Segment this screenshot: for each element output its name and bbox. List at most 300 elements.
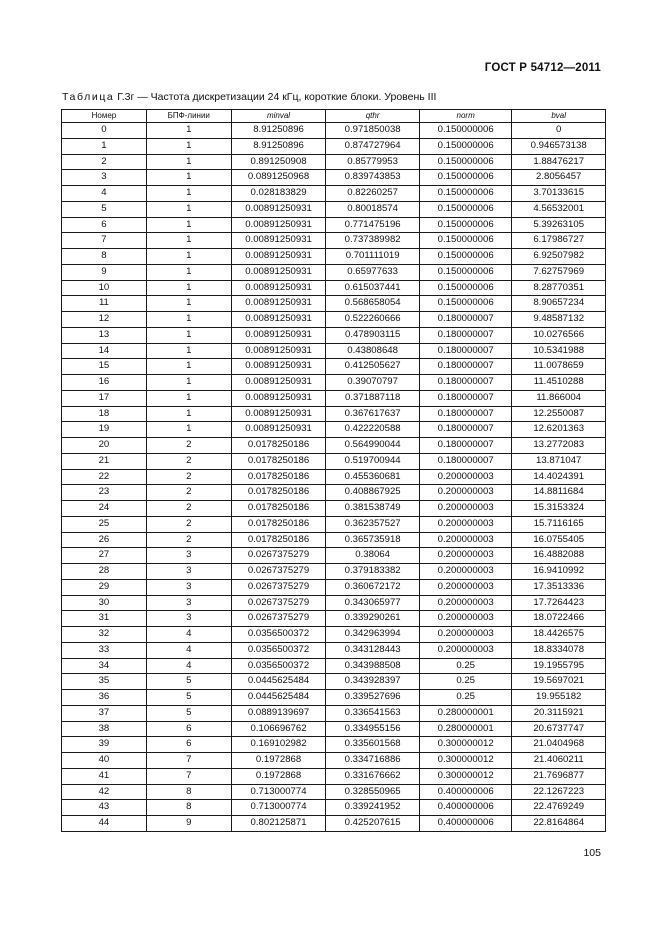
table-row	[62, 123, 606, 139]
cell-number: 19	[62, 422, 147, 438]
cell-norm: 0.150000006	[419, 138, 511, 154]
cell-norm: 0.200000003	[419, 469, 511, 485]
cell-norm: 0.180000007	[419, 375, 511, 391]
cell-norm: 0.180000007	[419, 438, 511, 454]
cell-minval: 0.00891250931	[231, 233, 326, 249]
cell-bval: 19.955182	[512, 690, 606, 706]
cell-qthr: 0.737389982	[326, 233, 420, 249]
cell-qthr: 0.568658054	[326, 296, 420, 312]
cell-norm: 0.200000003	[419, 548, 511, 564]
cell-number: 35	[62, 674, 147, 690]
cell-minval: 0.0178250186	[231, 532, 326, 548]
table-row	[62, 390, 606, 406]
cell-qthr: 0.367617637	[326, 406, 420, 422]
cell-bval: 16.0755405	[512, 532, 606, 548]
cell-number: 23	[62, 485, 147, 501]
cell-fft-lines: 3	[146, 548, 231, 564]
cell-qthr: 0.362357527	[326, 516, 420, 532]
cell-fft-lines: 6	[146, 721, 231, 737]
cell-minval: 0.00891250931	[231, 217, 326, 233]
cell-number: 36	[62, 690, 147, 706]
cell-bval: 5.39263105	[512, 217, 606, 233]
cell-fft-lines: 1	[146, 296, 231, 312]
cell-norm: 0.180000007	[419, 343, 511, 359]
cell-minval: 0.106696762	[231, 721, 326, 737]
column-header-norm: norm	[419, 110, 511, 123]
cell-norm: 0.200000003	[419, 516, 511, 532]
cell-bval: 2.8056457	[512, 170, 606, 186]
table-row	[62, 658, 606, 674]
table-row	[62, 422, 606, 438]
cell-bval: 0	[512, 123, 606, 139]
cell-minval: 0.0178250186	[231, 516, 326, 532]
cell-number: 3	[62, 170, 147, 186]
cell-norm: 0.200000003	[419, 627, 511, 643]
cell-number: 12	[62, 312, 147, 328]
data-table	[61, 109, 606, 832]
cell-qthr: 0.478903115	[326, 327, 420, 343]
cell-fft-lines: 1	[146, 264, 231, 280]
cell-bval: 22.8164864	[512, 816, 606, 832]
cell-qthr: 0.334955156	[326, 721, 420, 737]
cell-qthr: 0.360672172	[326, 579, 420, 595]
cell-number: 16	[62, 375, 147, 391]
cell-number: 4	[62, 186, 147, 202]
cell-norm: 0.25	[419, 674, 511, 690]
cell-fft-lines: 1	[146, 123, 231, 139]
cell-number: 40	[62, 753, 147, 769]
table-row	[62, 312, 606, 328]
cell-number: 11	[62, 296, 147, 312]
table-row	[62, 438, 606, 454]
cell-minval: 0.0267375279	[231, 564, 326, 580]
cell-norm: 0.200000003	[419, 611, 511, 627]
cell-minval: 0.00891250931	[231, 201, 326, 217]
table-row	[62, 453, 606, 469]
cell-number: 44	[62, 816, 147, 832]
cell-norm: 0.400000006	[419, 784, 511, 800]
cell-fft-lines: 5	[146, 690, 231, 706]
cell-fft-lines: 1	[146, 312, 231, 328]
table-caption-label: Таблица	[62, 91, 115, 103]
cell-fft-lines: 2	[146, 501, 231, 517]
cell-fft-lines: 1	[146, 138, 231, 154]
table-row	[62, 186, 606, 202]
cell-bval: 21.4060211	[512, 753, 606, 769]
cell-bval: 16.9410992	[512, 564, 606, 580]
cell-fft-lines: 4	[146, 627, 231, 643]
cell-minval: 0.00891250931	[231, 359, 326, 375]
cell-qthr: 0.343128443	[326, 642, 420, 658]
cell-number: 0	[62, 123, 147, 139]
cell-qthr: 0.339290261	[326, 611, 420, 627]
cell-fft-lines: 1	[146, 186, 231, 202]
table-row	[62, 816, 606, 832]
cell-minval: 0.00891250931	[231, 280, 326, 296]
cell-bval: 15.7116165	[512, 516, 606, 532]
table-row	[62, 690, 606, 706]
cell-number: 34	[62, 658, 147, 674]
cell-bval: 4.56532001	[512, 201, 606, 217]
cell-minval: 0.00891250931	[231, 390, 326, 406]
cell-bval: 6.92507982	[512, 249, 606, 265]
cell-qthr: 0.365735918	[326, 532, 420, 548]
table-row	[62, 280, 606, 296]
cell-qthr: 0.343928397	[326, 674, 420, 690]
cell-qthr: 0.335601568	[326, 737, 420, 753]
table-row	[62, 485, 606, 501]
cell-minval: 8.91250896	[231, 123, 326, 139]
cell-norm: 0.300000012	[419, 753, 511, 769]
cell-qthr: 0.328550965	[326, 784, 420, 800]
table-row	[62, 201, 606, 217]
cell-minval: 0.1972868	[231, 753, 326, 769]
column-header-bval: bval	[512, 110, 606, 123]
cell-norm: 0.180000007	[419, 390, 511, 406]
cell-number: 33	[62, 642, 147, 658]
table-row	[62, 721, 606, 737]
cell-minval: 0.00891250931	[231, 422, 326, 438]
cell-minval: 0.0267375279	[231, 548, 326, 564]
cell-fft-lines: 1	[146, 249, 231, 265]
cell-minval: 0.802125871	[231, 816, 326, 832]
column-header-minval: minval	[231, 110, 326, 123]
cell-number: 6	[62, 217, 147, 233]
cell-norm: 0.200000003	[419, 595, 511, 611]
cell-minval: 0.1972868	[231, 768, 326, 784]
table-row	[62, 532, 606, 548]
cell-minval: 0.0889139697	[231, 705, 326, 721]
cell-number: 29	[62, 579, 147, 595]
cell-norm: 0.200000003	[419, 485, 511, 501]
cell-bval: 12.2550087	[512, 406, 606, 422]
cell-number: 37	[62, 705, 147, 721]
cell-norm: 0.180000007	[419, 406, 511, 422]
cell-qthr: 0.336541563	[326, 705, 420, 721]
cell-bval: 14.8811684	[512, 485, 606, 501]
cell-fft-lines: 1	[146, 217, 231, 233]
cell-minval: 0.0178250186	[231, 438, 326, 454]
cell-qthr: 0.82260257	[326, 186, 420, 202]
table-row	[62, 249, 606, 265]
cell-number: 15	[62, 359, 147, 375]
cell-bval: 22.4769249	[512, 800, 606, 816]
cell-minval: 0.0178250186	[231, 469, 326, 485]
cell-number: 7	[62, 233, 147, 249]
table-row	[62, 579, 606, 595]
cell-qthr: 0.381538749	[326, 501, 420, 517]
cell-fft-lines: 6	[146, 737, 231, 753]
cell-minval: 0.00891250931	[231, 406, 326, 422]
column-header-qthr: qthr	[326, 110, 420, 123]
cell-qthr: 0.412505627	[326, 359, 420, 375]
cell-bval: 1.88476217	[512, 154, 606, 170]
cell-minval: 8.91250896	[231, 138, 326, 154]
cell-minval: 0.028183829	[231, 186, 326, 202]
table-row	[62, 564, 606, 580]
table-caption-text: Г.3г — Частота дискретизации 24 кГц, короткие блоки. Уровень III	[117, 91, 437, 103]
cell-fft-lines: 8	[146, 784, 231, 800]
cell-number: 10	[62, 280, 147, 296]
cell-minval: 0.00891250931	[231, 249, 326, 265]
cell-bval: 17.3513336	[512, 579, 606, 595]
table-row	[62, 548, 606, 564]
cell-qthr: 0.38064	[326, 548, 420, 564]
cell-qthr: 0.371887118	[326, 390, 420, 406]
cell-minval: 0.00891250931	[231, 375, 326, 391]
cell-bval: 9.48587132	[512, 312, 606, 328]
cell-qthr: 0.339527696	[326, 690, 420, 706]
cell-number: 1	[62, 138, 147, 154]
cell-norm: 0.150000006	[419, 154, 511, 170]
cell-bval: 18.0722466	[512, 611, 606, 627]
cell-qthr: 0.379183382	[326, 564, 420, 580]
cell-qthr: 0.342963994	[326, 627, 420, 643]
cell-fft-lines: 5	[146, 705, 231, 721]
cell-number: 9	[62, 264, 147, 280]
cell-qthr: 0.85779953	[326, 154, 420, 170]
cell-qthr: 0.519700944	[326, 453, 420, 469]
cell-fft-lines: 5	[146, 674, 231, 690]
cell-number: 39	[62, 737, 147, 753]
cell-qthr: 0.615037441	[326, 280, 420, 296]
cell-qthr: 0.422220588	[326, 422, 420, 438]
cell-norm: 0.200000003	[419, 564, 511, 580]
cell-norm: 0.180000007	[419, 327, 511, 343]
table-row	[62, 753, 606, 769]
cell-norm: 0.150000006	[419, 217, 511, 233]
cell-norm: 0.180000007	[419, 312, 511, 328]
cell-qthr: 0.331676662	[326, 768, 420, 784]
cell-norm: 0.280000001	[419, 705, 511, 721]
cell-fft-lines: 2	[146, 516, 231, 532]
cell-fft-lines: 1	[146, 343, 231, 359]
table-row	[62, 737, 606, 753]
table-row	[62, 705, 606, 721]
cell-bval: 13.2772083	[512, 438, 606, 454]
cell-qthr: 0.343065977	[326, 595, 420, 611]
table-header-row	[62, 110, 606, 123]
cell-bval: 11.866004	[512, 390, 606, 406]
table-row	[62, 611, 606, 627]
cell-number: 26	[62, 532, 147, 548]
cell-minval: 0.00891250931	[231, 312, 326, 328]
cell-number: 42	[62, 784, 147, 800]
cell-fft-lines: 7	[146, 753, 231, 769]
cell-fft-lines: 1	[146, 280, 231, 296]
table-row	[62, 800, 606, 816]
table-row	[62, 501, 606, 517]
cell-bval: 19.1955795	[512, 658, 606, 674]
cell-minval: 0.00891250931	[231, 296, 326, 312]
cell-bval: 10.5341988	[512, 343, 606, 359]
cell-bval: 16.4882088	[512, 548, 606, 564]
cell-number: 41	[62, 768, 147, 784]
cell-norm: 0.200000003	[419, 579, 511, 595]
cell-norm: 0.200000003	[419, 532, 511, 548]
cell-fft-lines: 1	[146, 406, 231, 422]
cell-norm: 0.150000006	[419, 186, 511, 202]
cell-minval: 0.0356500372	[231, 658, 326, 674]
cell-bval: 19.5697021	[512, 674, 606, 690]
page-number: 105	[583, 847, 601, 859]
cell-fft-lines: 1	[146, 170, 231, 186]
cell-norm: 0.400000006	[419, 800, 511, 816]
cell-norm: 0.150000006	[419, 170, 511, 186]
table-row	[62, 375, 606, 391]
cell-fft-lines: 3	[146, 611, 231, 627]
cell-fft-lines: 2	[146, 469, 231, 485]
cell-bval: 8.28770351	[512, 280, 606, 296]
cell-fft-lines: 3	[146, 564, 231, 580]
cell-norm: 0.300000012	[419, 768, 511, 784]
table-row	[62, 674, 606, 690]
cell-qthr: 0.334716886	[326, 753, 420, 769]
cell-norm: 0.25	[419, 658, 511, 674]
cell-fft-lines: 1	[146, 327, 231, 343]
table-row	[62, 406, 606, 422]
cell-bval: 11.0078659	[512, 359, 606, 375]
cell-fft-lines: 2	[146, 453, 231, 469]
table-row	[62, 233, 606, 249]
cell-number: 21	[62, 453, 147, 469]
cell-norm: 0.200000003	[419, 501, 511, 517]
cell-minval: 0.169102982	[231, 737, 326, 753]
cell-fft-lines: 9	[146, 816, 231, 832]
cell-qthr: 0.971850038	[326, 123, 420, 139]
cell-number: 30	[62, 595, 147, 611]
cell-fft-lines: 4	[146, 658, 231, 674]
cell-bval: 20.6737747	[512, 721, 606, 737]
table-row	[62, 296, 606, 312]
cell-minval: 0.891250908	[231, 154, 326, 170]
cell-qthr: 0.839743853	[326, 170, 420, 186]
cell-minval: 0.00891250931	[231, 264, 326, 280]
cell-qthr: 0.339241952	[326, 800, 420, 816]
column-header-number: Номер	[62, 110, 147, 123]
cell-number: 28	[62, 564, 147, 580]
cell-bval: 18.4426575	[512, 627, 606, 643]
cell-norm: 0.200000003	[419, 642, 511, 658]
cell-fft-lines: 1	[146, 201, 231, 217]
cell-minval: 0.713000774	[231, 784, 326, 800]
cell-minval: 0.0267375279	[231, 595, 326, 611]
cell-bval: 12.6201363	[512, 422, 606, 438]
cell-number: 2	[62, 154, 147, 170]
table-row	[62, 343, 606, 359]
cell-qthr: 0.522260666	[326, 312, 420, 328]
cell-fft-lines: 3	[146, 595, 231, 611]
cell-bval: 21.0404968	[512, 737, 606, 753]
cell-fft-lines: 2	[146, 438, 231, 454]
cell-number: 22	[62, 469, 147, 485]
cell-minval: 0.0356500372	[231, 642, 326, 658]
cell-fft-lines: 7	[146, 768, 231, 784]
cell-norm: 0.25	[419, 690, 511, 706]
cell-fft-lines: 4	[146, 642, 231, 658]
table-row	[62, 327, 606, 343]
cell-bval: 0.946573138	[512, 138, 606, 154]
cell-number: 13	[62, 327, 147, 343]
table-row	[62, 642, 606, 658]
table-body	[62, 123, 606, 832]
cell-fft-lines: 2	[146, 485, 231, 501]
cell-minval: 0.00891250931	[231, 327, 326, 343]
cell-minval: 0.0178250186	[231, 501, 326, 517]
cell-fft-lines: 1	[146, 375, 231, 391]
cell-qthr: 0.408867925	[326, 485, 420, 501]
cell-number: 18	[62, 406, 147, 422]
cell-minval: 0.0891250968	[231, 170, 326, 186]
table-row	[62, 138, 606, 154]
cell-minval: 0.0178250186	[231, 485, 326, 501]
cell-norm: 0.150000006	[419, 296, 511, 312]
cell-number: 32	[62, 627, 147, 643]
table-row	[62, 217, 606, 233]
cell-norm: 0.180000007	[419, 359, 511, 375]
cell-qthr: 0.564990044	[326, 438, 420, 454]
table-row	[62, 768, 606, 784]
cell-qthr: 0.701111019	[326, 249, 420, 265]
cell-qthr: 0.39070797	[326, 375, 420, 391]
cell-minval: 0.0267375279	[231, 611, 326, 627]
cell-number: 24	[62, 501, 147, 517]
cell-minval: 0.0178250186	[231, 453, 326, 469]
cell-qthr: 0.343988508	[326, 658, 420, 674]
cell-bval: 6.17986727	[512, 233, 606, 249]
cell-fft-lines: 1	[146, 233, 231, 249]
cell-bval: 8.90657234	[512, 296, 606, 312]
cell-number: 43	[62, 800, 147, 816]
cell-bval: 10.0276566	[512, 327, 606, 343]
cell-qthr: 0.43808648	[326, 343, 420, 359]
cell-minval: 0.0356500372	[231, 627, 326, 643]
column-header-fft-lines: БПФ-линии	[146, 110, 231, 123]
cell-norm: 0.150000006	[419, 280, 511, 296]
cell-number: 17	[62, 390, 147, 406]
cell-number: 14	[62, 343, 147, 359]
cell-number: 27	[62, 548, 147, 564]
table-caption	[62, 91, 436, 103]
table-row	[62, 154, 606, 170]
cell-norm: 0.280000001	[419, 721, 511, 737]
cell-number: 25	[62, 516, 147, 532]
cell-fft-lines: 1	[146, 359, 231, 375]
cell-minval: 0.00891250931	[231, 343, 326, 359]
cell-norm: 0.150000006	[419, 264, 511, 280]
cell-minval: 0.0445625484	[231, 674, 326, 690]
cell-norm: 0.150000006	[419, 123, 511, 139]
cell-norm: 0.180000007	[419, 422, 511, 438]
cell-fft-lines: 1	[146, 422, 231, 438]
cell-number: 8	[62, 249, 147, 265]
cell-bval: 22.1267223	[512, 784, 606, 800]
cell-fft-lines: 1	[146, 390, 231, 406]
cell-qthr: 0.65977633	[326, 264, 420, 280]
cell-norm: 0.150000006	[419, 201, 511, 217]
cell-bval: 15.3153324	[512, 501, 606, 517]
cell-bval: 14.4024391	[512, 469, 606, 485]
cell-qthr: 0.425207615	[326, 816, 420, 832]
cell-bval: 21.7696877	[512, 768, 606, 784]
cell-fft-lines: 2	[146, 532, 231, 548]
table-row	[62, 264, 606, 280]
cell-qthr: 0.874727964	[326, 138, 420, 154]
cell-number: 38	[62, 721, 147, 737]
table-row	[62, 595, 606, 611]
table-row	[62, 359, 606, 375]
cell-fft-lines: 3	[146, 579, 231, 595]
